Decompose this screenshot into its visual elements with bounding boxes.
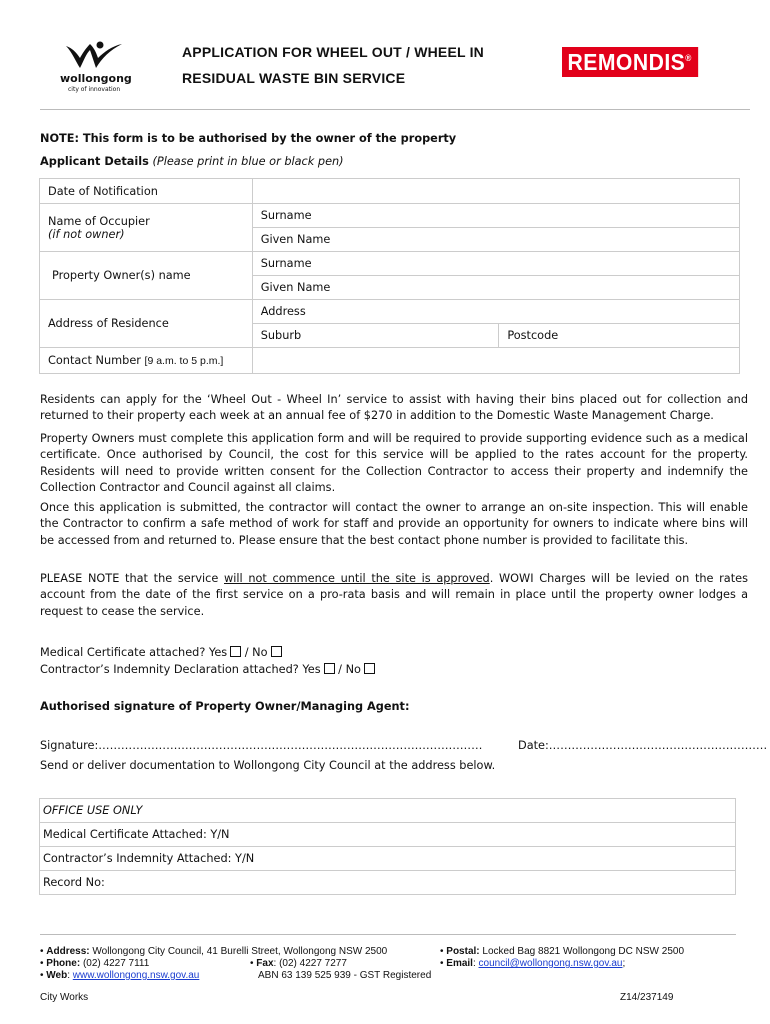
owner-label: Property Owner(s) name (40, 252, 253, 300)
footer-phone: • Phone: (02) 4227 7111 (40, 958, 150, 969)
address-field[interactable] (252, 300, 739, 324)
wollongong-logo-icon (62, 40, 130, 70)
footer-postal-value: Locked Bag 8821 Wollongong DC NSW 2500 (482, 946, 685, 957)
please-note-text-a: PLEASE NOTE that the service (40, 572, 225, 585)
logo-tagline: city of innovation (68, 86, 121, 93)
paragraph-service-intro: Residents can apply for the ‘Wheel Out - Wheel In’ service to assist with having their bins placed out for collection and returned to their property each week at an annual fee of $270 in addition to the Domestic Waste Management Charge. (40, 393, 748, 423)
please-note-text-b: . WOWI Charges will be levied on the rates account from the date of the first service on a pro-rata basis and will remain in place until the property owner lodges a request to cease the service. (40, 572, 748, 618)
office-use-title: OFFICE USE ONLY (40, 799, 736, 823)
paragraph-owner-requirements: Property Owners must complete this application form and will be required to provide supporting evidence such as a medical certificate. Once authorised by Council, the cost for this service will be applied to the rates account for the property. Residents will need to provide written consent for the Collection Contractor to access their property and indemnify the Collection Contractor and Council against all claims. (40, 432, 748, 495)
footer-email: • Email: council@wollongong.nsw.gov.au; (440, 958, 626, 969)
footer-divider (40, 934, 736, 935)
occupier-label: Name of Occupier (48, 214, 150, 228)
indemnity-no-checkbox[interactable] (364, 663, 375, 674)
footer-address-label: Address: (46, 946, 90, 957)
contact-label-cell (40, 348, 253, 374)
owner-given-name-label: Given Name (260, 281, 331, 294)
authorised-signature-heading: Authorised signature of Property Owner/Managing Agent: (40, 700, 410, 713)
occupier-surname-field[interactable] (252, 204, 739, 228)
medical-question-label: Medical Certificate attached? Yes (40, 646, 228, 659)
footer-email-label: Email (446, 958, 473, 969)
footer-reference: Z14/237149 (620, 992, 674, 1003)
form-title-line2: RESIDUAL WASTE BIN SERVICE (182, 70, 406, 86)
applicant-details-heading (40, 155, 344, 168)
footer-email-link[interactable]: council@wollongong.nsw.gov.au (478, 958, 623, 969)
office-record-number: Record No: (40, 871, 736, 895)
footer-address-value: Wollongong City Council, 41 Burelli Street, Wollongong NSW 2500 (92, 946, 388, 957)
form-title-line1: APPLICATION FOR WHEEL OUT / WHEEL IN (182, 44, 484, 60)
date-line[interactable]: Date:…………………………………………………. (518, 739, 768, 752)
applicant-details-table (39, 178, 740, 374)
medical-no-label: / No (241, 646, 268, 659)
indemnity-question (40, 663, 375, 676)
applicant-details-hint: (Please print in blue or black pen) (152, 155, 344, 168)
brand-name: REMONDIS (567, 49, 686, 75)
remondis-logo (562, 47, 698, 77)
please-note-underlined: will not commence until the site is approved (224, 572, 490, 585)
brand-registered-mark: ® (685, 53, 692, 63)
contact-hint: [9 a.m. to 5 p.m.] (144, 355, 224, 367)
paragraph-please-note (40, 571, 748, 620)
header-divider (40, 109, 750, 110)
contact-label: Contact Number (48, 354, 141, 367)
office-use-table (39, 798, 736, 895)
footer-postal: • Postal: Locked Bag 8821 Wollongong DC NSW 2500 (440, 946, 685, 957)
footer-abn: ABN 63 139 525 939 - GST Registered (258, 970, 432, 981)
suburb-label: Suburb (260, 329, 302, 342)
footer-phone-label: Phone: (46, 958, 81, 969)
owner-surname-label: Surname (260, 257, 312, 270)
owner-given-name-field[interactable] (252, 276, 739, 300)
applicant-details-label: Applicant Details (40, 155, 149, 168)
signature-line[interactable]: Signature:………………………………………………………………………………………… (40, 739, 483, 752)
footer-web-link[interactable]: www.wollongong.nsw.gov.au (72, 970, 200, 981)
postcode-field[interactable] (499, 324, 740, 348)
medical-yes-checkbox[interactable] (230, 646, 241, 657)
occupier-surname-label: Surname (260, 209, 312, 222)
footer-email-tail: ; (622, 958, 626, 969)
indemnity-no-label: / No (334, 663, 361, 676)
footer-address: • Address: Wollongong City Council, 41 Burelli Street, Wollongong NSW 2500 (40, 946, 388, 957)
occupier-given-name-field[interactable] (252, 228, 739, 252)
send-instructions: Send or deliver documentation to Wollongong City Council at the address below. (40, 759, 496, 772)
indemnity-yes-checkbox[interactable] (324, 663, 335, 674)
footer-fax-label: Fax (256, 958, 274, 969)
office-indemnity: Contractor’s Indemnity Attached: Y/N (40, 847, 736, 871)
paragraph-inspection: Once this application is submitted, the contractor will contact the owner to arrange an on-site inspection. This will enable the Contractor to confirm a safe method of work for staff and provide an opportunity for owners to indicate where bins will be accessed from and returned to. Please ensure that the best contact phone number is provided to facilitate this. (40, 501, 748, 547)
medical-certificate-question (40, 646, 282, 659)
footer-web-label: Web (46, 970, 68, 981)
footer-fax-value: : (02) 4227 7277 (273, 958, 347, 969)
footer-phone-value: (02) 4227 7111 (82, 958, 150, 969)
logo-name: wollongong (60, 72, 132, 85)
occupier-hint: (if not owner) (48, 227, 125, 241)
address-label: Address of Residence (40, 300, 253, 348)
occupier-label-cell (40, 204, 253, 252)
ownership-note: NOTE: This form is to be authorised by the owner of the property (40, 132, 457, 145)
postcode-label: Postcode (507, 329, 559, 342)
date-label: Date of Notification (40, 179, 253, 204)
footer-postal-label: Postal: (446, 946, 480, 957)
footer-email-colon: : (472, 958, 479, 969)
address-field-label: Address (260, 305, 306, 318)
suburb-field[interactable] (252, 324, 499, 348)
footer-web-colon: : (67, 970, 73, 981)
medical-no-checkbox[interactable] (271, 646, 282, 657)
occupier-given-name-label: Given Name (260, 233, 331, 246)
footer-web: • Web: www.wollongong.nsw.gov.au (40, 970, 200, 981)
contact-number-field[interactable] (252, 348, 739, 374)
indemnity-question-label: Contractor’s Indemnity Declaration attached? Yes (40, 663, 321, 676)
owner-surname-field[interactable] (252, 252, 739, 276)
footer-fax: • Fax: (02) 4227 7277 (250, 958, 347, 969)
date-field[interactable] (252, 179, 739, 204)
office-medical-certificate: Medical Certificate Attached: Y/N (40, 823, 736, 847)
footer-department: City Works (40, 992, 89, 1003)
